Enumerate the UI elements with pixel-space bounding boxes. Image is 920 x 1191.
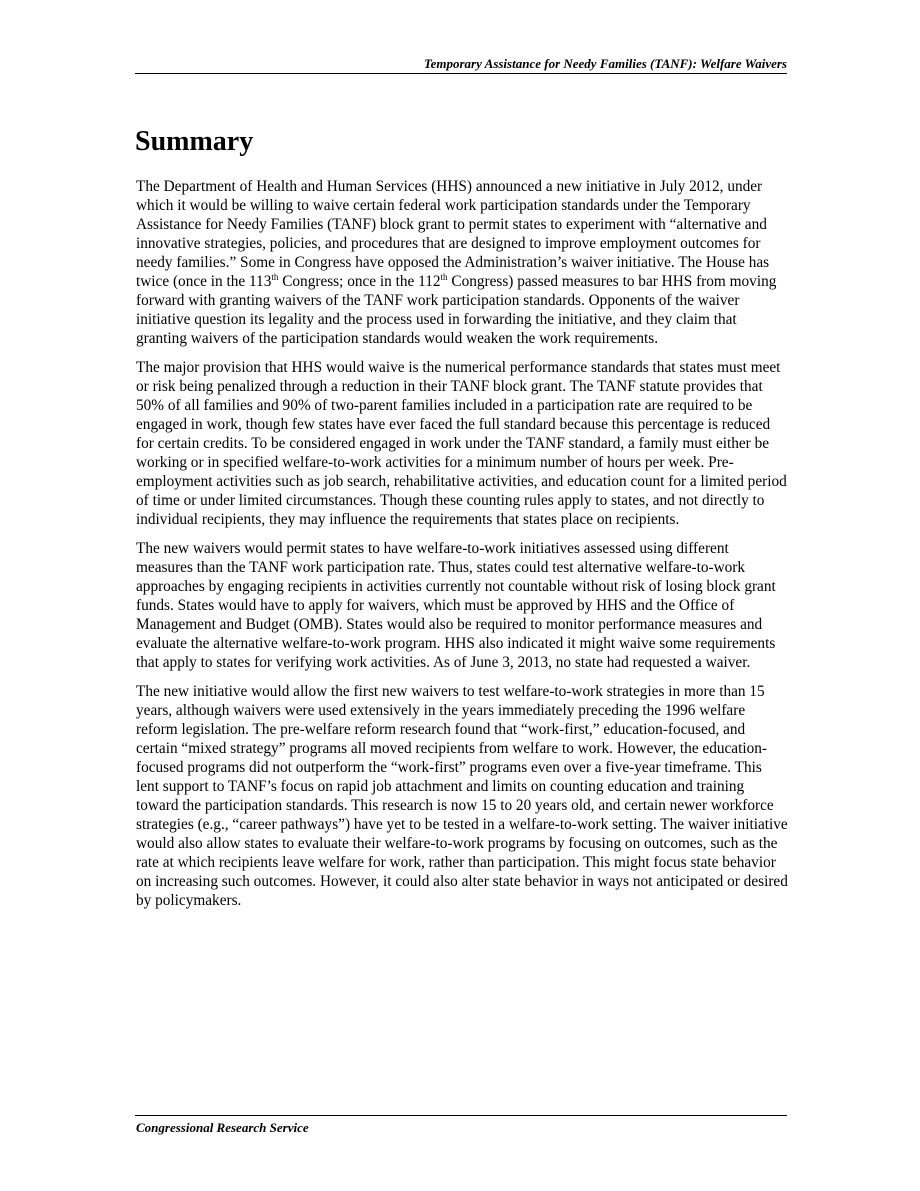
running-header: Temporary Assistance for Needy Families (TANF): Welfare Waivers xyxy=(423,56,787,71)
superscript-112th: th xyxy=(440,272,448,282)
paragraph-1-part-c: Congress) passed measures to bar HHS from moving forward with granting waivers of the TANF work participation standards. Opponents of the waiver initiative question its legality and the process used in forwarding the initiative, and they claim that granting waivers of the participation standards would weaken the work requirements. xyxy=(136,273,777,347)
paragraph-1-part-b: Congress; once in the 112 xyxy=(278,273,441,290)
paragraph-2: The major provision that HHS would waive is the numerical performance standards that states must meet or risk being penalized through a reduction in their TANF block grant. The TANF statute provides that 50% of all families and 90% of two-parent families included in a participation rate are required to be engaged in work, though few states have ever faced the full standard because this percentage is reduced for certain credits. To be considered engaged in work under the TANF standard, a family must either be working or in specified welfare-to-work activities for a minimum number of hours per week. Pre-employment activities such as job search, rehabilitative activities, and education count for a limited period of time or under limited circumstances. Though these counting rules apply to states, and not directly to individual recipients, they may influence the requirements that states place on recipients. xyxy=(136,359,787,528)
paragraph-1 xyxy=(136,177,788,348)
superscript-113th: th xyxy=(271,272,279,282)
section-heading: Summary xyxy=(135,126,254,157)
paragraph-4: The new initiative would allow the first new waivers to test welfare-to-work strategies in more than 15 years, although waivers were used extensively in the years immediately preceding the 1996 welfare reform legislation. The pre-welfare reform research found that “work-first,” education-focused, and certain “mixed strategy” programs all moved recipients from welfare to work. However, the education-focused programs did not outperform the “work-first” programs even over a five-year timeframe. This lent support to TANF’s focus on rapid job attachment and limits on counting education and training toward the participation standards. This research is now 15 to 20 years old, and certain newer workforce strategies (e.g., “career pathways”) have yet to be tested in a welfare-to-work setting. The waiver initiative would also allow states to evaluate their welfare-to-work programs by focusing on outcomes, such as the rate at which recipients leave welfare for work, rather than participation. This might focus state behavior on increasing such outcomes. However, it could also alter state behavior in ways not anticipated or desired by policymakers. xyxy=(136,683,788,909)
summary-body xyxy=(136,177,788,920)
footer-divider xyxy=(135,1115,787,1116)
paragraph-3: The new waivers would permit states to have welfare-to-work initiatives assessed using different measures than the TANF work participation rate. Thus, states could test alternative welfare-to-work approaches by engaging recipients in activities currently not countable without risk of losing block grant funds. States would have to apply for waivers, which must be approved by HHS and the Office of Management and Budget (OMB). States would also be required to monitor performance measures and evaluate the alternative welfare-to-work program. HHS also indicated it might waive some requirements that apply to states for verifying work activities. As of June 3, 2013, no state had requested a waiver. xyxy=(136,540,776,671)
footer-label: Congressional Research Service xyxy=(136,1120,309,1135)
paragraph-1-part-a: The Department of Health and Human Services (HHS) announced a new initiative in July 2012, under which it would be willing to waive certain federal work participation standards under the Temporary Assistance for Needy Families (TANF) block grant to permit states to experiment with “alternative and innovative strategies, policies, and procedures that are designed to improve employment outcomes for needy families.” Some in Congress have opposed the Administration’s waiver initiative. The House has twice (once in the 113 xyxy=(136,178,770,290)
header-divider xyxy=(135,73,787,74)
